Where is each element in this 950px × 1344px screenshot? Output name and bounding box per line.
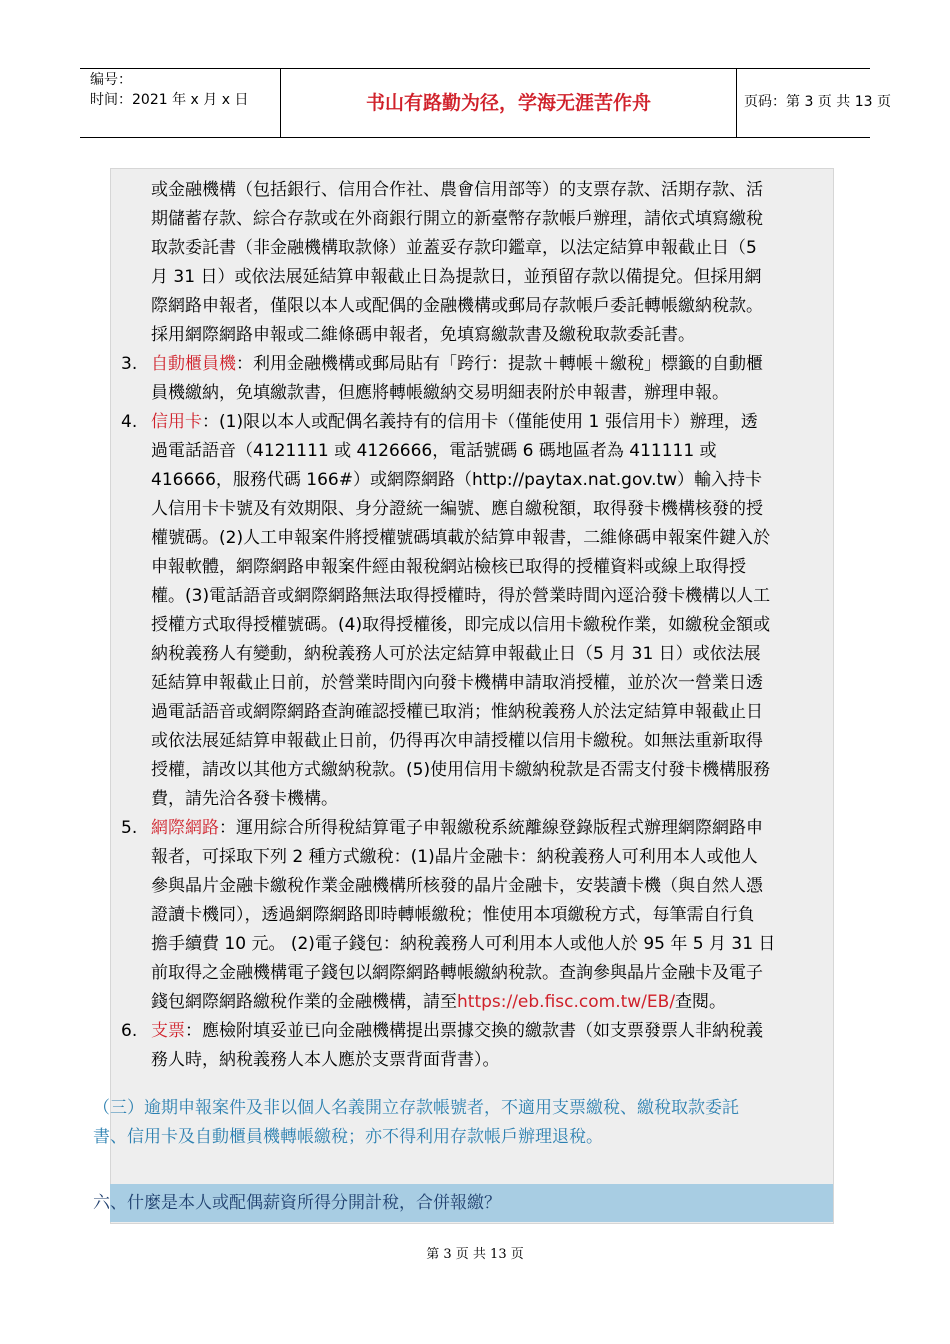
text-line: 報者，可採取下列 2 種方式繳稅：(1)晶片金融卡：納稅義務人可利用本人或他人: [151, 847, 758, 867]
text-line: 費，請先洽各發卡機構。: [151, 789, 338, 809]
text-line: 證讀卡機同），透過網際網路即時轉帳繳稅；惟使用本項繳稅方式，每筆需自行負: [151, 905, 755, 925]
list-item-atm: [118, 350, 848, 408]
fisc-link[interactable]: https://eb.fisc.com.tw/EB/: [457, 992, 676, 1012]
text-line: 或金融機構（包括銀行、信用合作社、農會信用部等）的支票存款、活期存款、活: [151, 180, 763, 200]
text-line: 人信用卡卡號及有效期限、身分證統一編號、應自繳稅額，取得發卡機構核發的授: [151, 499, 763, 519]
text-line: 擔手續費 10 元。 (2)電子錢包：納稅義務人可利用本人或他人於 95 年 5 月 31 日: [151, 934, 776, 954]
text-line: ：(1)限以本人或配偶名義持有的信用卡（僅能使用 1 張信用卡）辦理，透: [202, 412, 758, 432]
text-line: 申報軟體，網際網路申報案件經由報稅網站檢核已取得的授權資料或線上取得授: [151, 557, 746, 577]
item-number: 3.: [121, 354, 138, 374]
text-line: 取款委託書（非金融機構取款條）並蓋妥存款印鑑章，以法定結算申報截止日（5: [151, 238, 757, 258]
text-line: 書、信用卡及自動櫃員機轉帳繳稅；亦不得利用存款帳戶辦理退稅。: [93, 1127, 603, 1147]
item-number: 6.: [121, 1021, 138, 1041]
text-line: 務人時，納稅義務人本人應於支票背面背書）。: [151, 1050, 500, 1070]
header-motto-cell: [280, 69, 737, 137]
text-line: 過電話語音或網際網路查詢確認授權已取消；惟納稅義務人於法定結算申報截止日: [151, 702, 763, 722]
body-text: [118, 176, 848, 1075]
page-header: [80, 68, 891, 138]
text-line: 授權，請改以其他方式繳納稅款。(5)使用信用卡繳納稅款是否需支付發卡機構服務: [151, 760, 771, 780]
motto: 书山有路勤为径，学海无涯苦作舟: [365, 92, 651, 114]
page-info: 页码：第 3 页 共 13 页: [744, 94, 891, 110]
list-item-credit-card: [118, 408, 848, 814]
text-line: 416666，服務代碼 166#）或網際網路（http://paytax.nat.gov.tw）輸入持卡: [151, 470, 763, 490]
text-line: 權號碼。(2)人工申報案件將授權號碼填載於結算申報書，二維條碼申報案件鍵入於: [151, 528, 771, 548]
text-line: 延結算申報截止日前，於營業時間內向發卡機構申請取消授權，並於次一營業日透: [151, 673, 763, 693]
text-line: 或依法展延結算申報截止日前，仍得再次申請授權以信用卡繳稅。如無法重新取得: [151, 731, 763, 751]
text-line: ：應檢附填妥並已向金融機構提出票據交換的繳款書（如支票發票人非納稅義: [185, 1021, 763, 1041]
section-three: [93, 1094, 739, 1152]
time-line: 时间：2021 年 x 月 x 日: [90, 92, 249, 108]
text-line: 月 31 日）或依法展延結算申報截止日為提款日，並預留存款以備提兌。但採用網: [151, 267, 762, 287]
text-line: 過電話語音（4121111 或 4126666，電話號碼 6 碼地區者為 411111 或: [151, 441, 717, 461]
item-number: 5.: [121, 818, 138, 838]
text-line: 納稅義務人有變動，納稅義務人可於法定結算申報截止日（5 月 31 日）或依法展: [151, 644, 761, 664]
text-line: 參與晶片金融卡繳稅作業金融機構所核發的晶片金融卡，安裝讀卡機（與自然人憑: [151, 876, 763, 896]
text-line: 授權方式取得授權號碼。(4)取得授權後，即完成以信用卡繳稅作業，如繳稅金額或: [151, 615, 771, 635]
item-number: 4.: [121, 412, 138, 432]
text-line: 查閱。: [675, 992, 727, 1012]
text-line: 際網路申報者，僅限以本人或配偶的金融機構或郵局存款帳戶委託轉帳繳納稅款。: [151, 296, 763, 316]
text-line: 錢包網際網路繳稅作業的金融機構，請至: [151, 992, 457, 1012]
intro-paragraph: [118, 176, 848, 350]
list-item-check: [118, 1017, 848, 1075]
item-term: 信用卡: [151, 412, 202, 432]
header-meta-cell: [80, 69, 280, 137]
text-line: 員機繳納，免填繳款書，但應將轉帳繳納交易明細表附於申報書，辦理申報。: [151, 383, 729, 403]
header-page-cell: [736, 69, 891, 137]
text-line: 前取得之金融機構電子錢包以網際網路轉帳繳納稅款。查詢參與晶片金融卡及電子: [151, 963, 763, 983]
list-item-internet: [118, 814, 848, 1017]
item-term: 自動櫃員機: [151, 354, 236, 374]
text-line: （三）逾期申報案件及非以個人名義開立存款帳號者，不適用支票繳稅、繳稅取款委託: [93, 1098, 739, 1118]
text-line: 採用網際網路申報或二維條碼申報者，免填寫繳款書及繳稅取款委託書。: [151, 325, 695, 345]
text-line: ：利用金融機構或郵局貼有「跨行：提款＋轉帳＋繳稅」標籤的自動櫃: [236, 354, 763, 374]
text-line: ：運用綜合所得稅結算電子申報繳稅系統離線登錄版程式辦理網際網路申: [219, 818, 763, 838]
text-line: 權。(3)電話語音或網際網路無法取得授權時，得於營業時間內逕洽發卡機構以人工: [151, 586, 771, 606]
section-six-heading: 六、什麼是本人或配偶薪資所得分開計稅，合併報繳？: [93, 1193, 501, 1213]
page-footer: 第 3 页 共 13 页: [426, 1247, 524, 1262]
item-term: 支票: [151, 1021, 185, 1041]
item-term: 網際網路: [151, 818, 219, 838]
text-line: 期儲蓄存款、綜合存款或在外商銀行開立的新臺幣存款帳戶辦理，請依式填寫繳稅: [151, 209, 763, 229]
code-label: 编号：: [90, 72, 132, 88]
